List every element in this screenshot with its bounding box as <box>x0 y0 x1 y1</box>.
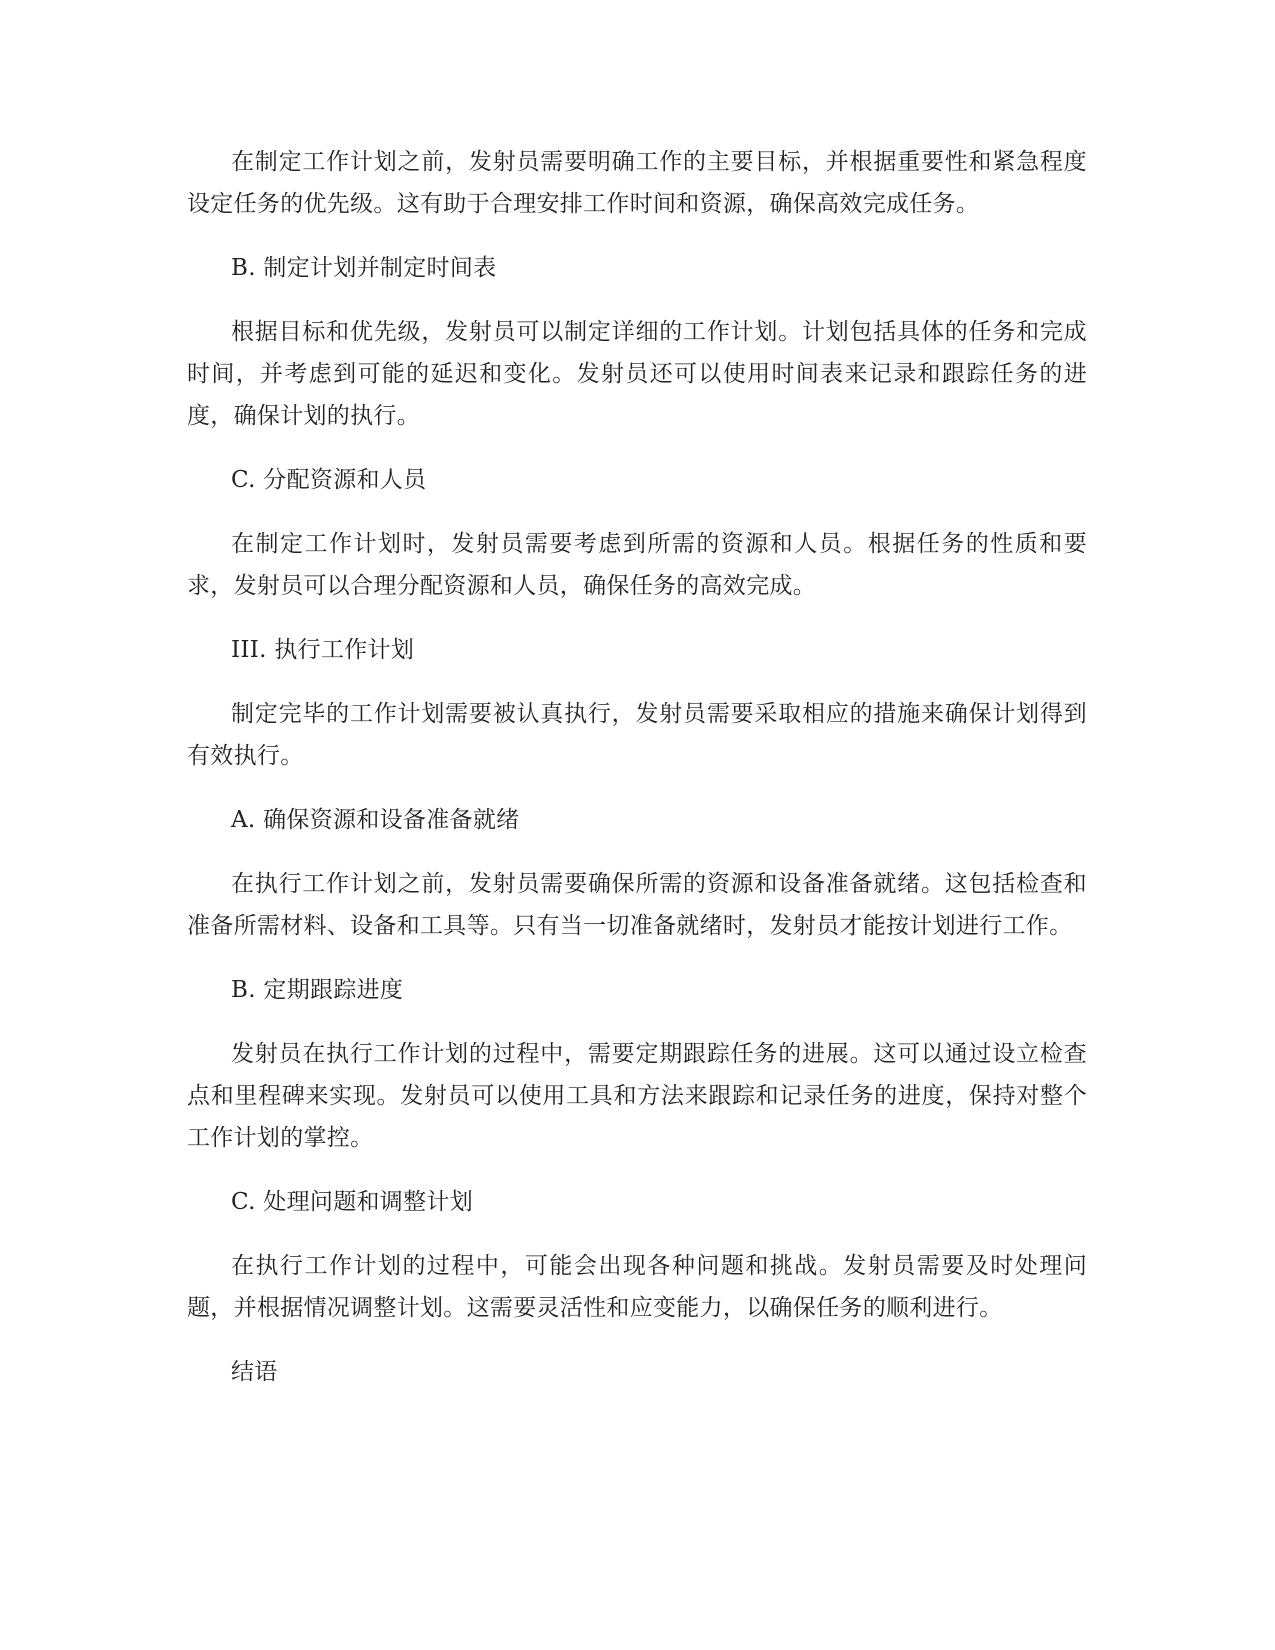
paragraph-execute-plan: 制定完毕的工作计划需要被认真执行，发射员需要采取相应的措施来确保计划得到有效执行。 <box>187 701 1087 769</box>
heading-conclusion: 结语 <box>231 1359 278 1385</box>
heading-execute-plan: III. 执行工作计划 <box>231 637 415 663</box>
heading-track-progress: B. 定期跟踪进度 <box>231 977 404 1003</box>
heading-resources-ready: A. 确保资源和设备准备就绪 <box>231 807 520 833</box>
heading-make-plan-schedule: B. 制定计划并制定时间表 <box>231 255 497 281</box>
paragraph-resources-ready: 在执行工作计划之前，发射员需要确保所需的资源和设备准备就绪。这包括检查和准备所需材料、设备和工具等。只有当一切准备就绪时，发射员才能按计划进行工作。 <box>187 871 1087 939</box>
heading-handle-problems: C. 处理问题和调整计划 <box>231 1189 474 1215</box>
paragraph-make-plan: 根据目标和优先级，发射员可以制定详细的工作计划。计划包括具体的任务和完成时间，并考虑到可能的延迟和变化。发射员还可以使用时间表来记录和跟踪任务的进度，确保计划的执行。 <box>187 319 1087 429</box>
paragraph-allocate-resources: 在制定工作计划时，发射员需要考虑到所需的资源和人员。根据任务的性质和要求，发射员可以合理分配资源和人员，确保任务的高效完成。 <box>187 531 1087 599</box>
paragraph-handle-problems: 在执行工作计划的过程中，可能会出现各种问题和挑战。发射员需要及时处理问题，并根据情况调整计划。这需要灵活性和应变能力，以确保任务的顺利进行。 <box>187 1253 1087 1321</box>
paragraph-goals-priority: 在制定工作计划之前，发射员需要明确工作的主要目标，并根据重要性和紧急程度设定任务的优先级。这有助于合理安排工作时间和资源，确保高效完成任务。 <box>187 149 1087 217</box>
paragraph-track-progress: 发射员在执行工作计划的过程中，需要定期跟踪任务的进展。这可以通过设立检查点和里程碑来实现。发射员可以使用工具和方法来跟踪和记录任务的进度，保持对整个工作计划的掌控。 <box>187 1041 1087 1151</box>
heading-allocate-resources: C. 分配资源和人员 <box>231 467 427 493</box>
document-page <box>187 141 1087 1415</box>
